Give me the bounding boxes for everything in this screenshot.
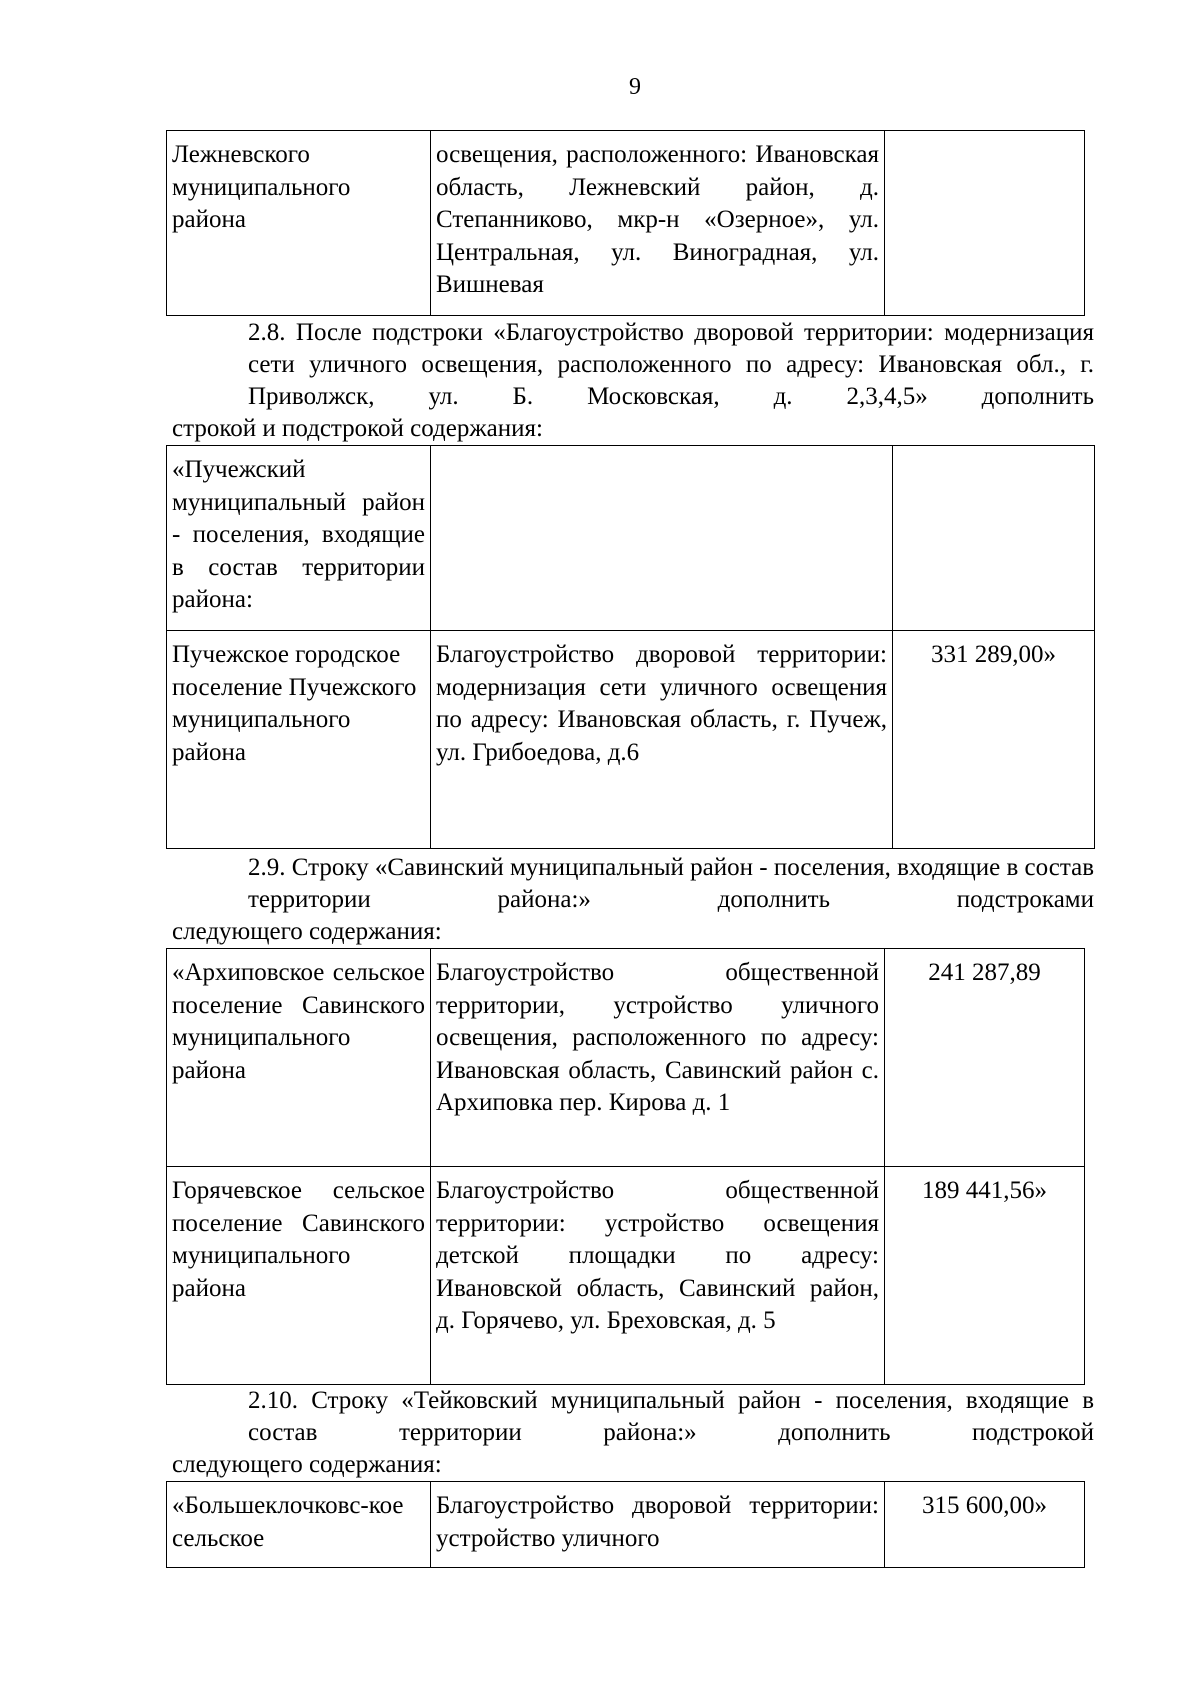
- table-teykovo: [166, 1481, 1085, 1568]
- table-cell-amount: 331 289,00»: [893, 631, 1095, 849]
- table-cell-name: Горячевское сельское поселение Савинского муниципального района: [167, 1167, 431, 1385]
- paragraph-2-9-last-line: следующего содержания:: [172, 918, 442, 945]
- paragraph-2-10-last-line: следующего содержания:: [172, 1451, 442, 1478]
- table-cell-name: «Пучежский муниципальный район - поселения, входящие в состав территории района:: [167, 446, 431, 631]
- table-cell-name: Лежневского муниципального района: [167, 131, 431, 316]
- table-savino: [166, 948, 1085, 1385]
- table-cell-name: «Архиповское сельское поселение Савинского муниципального района: [167, 949, 431, 1167]
- paragraph-2-9: [172, 852, 1094, 948]
- table-cell-amount: 189 441,56»: [885, 1167, 1085, 1385]
- table-cell-amount: [885, 131, 1085, 316]
- table-cell-amount: 315 600,00»: [885, 1482, 1085, 1568]
- paragraph-2-10-text: 2.10. Строку «Тейковский муниципальный район - поселения, входящие в состав территории района:» дополнить подстрокой: [248, 1387, 1094, 1446]
- table-lezhnevsky: [166, 130, 1085, 316]
- paragraph-2-9-text: 2.9. Строку «Савинский муниципальный район - поселения, входящие в состав территории района:» дополнить подстроками: [248, 854, 1094, 913]
- table-cell-name: Пучежское городское поселение Пучежского муниципального района: [167, 631, 431, 849]
- table-cell-description: Благоустройство дворовой территории: модернизация сети уличного освещения по адресу: Ивановская область, г. Пучеж, ул. Грибоедова, д.6: [431, 631, 893, 849]
- table-cell-description: освещения, расположенного: Ивановская область, Лежневский район, д. Степанниково, мкр-н «Озерное», ул. Центральная, ул. Виноградная, ул. Вишневая: [431, 131, 885, 316]
- paragraph-2-8-text: 2.8. После подстроки «Благоустройство дворовой территории: модернизация сети уличного освещения, расположенного по адресу: Ивановская обл., г. Приволжск, ул. Б. Московская, д. 2,3,4,5» дополнить: [248, 319, 1094, 410]
- table-row: [167, 446, 1095, 631]
- table-cell-amount: [893, 446, 1095, 631]
- table-puchezh: [166, 445, 1095, 849]
- table-row: [167, 631, 1095, 849]
- table-row: [167, 131, 1085, 316]
- table-cell-description: Благоустройство общественной территории, устройство уличного освещения, расположенного по адресу: Ивановская область, Савинский район с. Архиповка пер. Кирова д. 1: [431, 949, 885, 1167]
- paragraph-2-8: [172, 317, 1094, 445]
- paragraph-2-8-last-line: строкой и подстрокой содержания:: [172, 415, 543, 442]
- table-row: [167, 1482, 1085, 1568]
- table-row: [167, 1167, 1085, 1385]
- table-cell-name: «Большеклочковс-кое сельское: [167, 1482, 431, 1568]
- paragraph-2-10: [172, 1385, 1094, 1481]
- table-cell-description: [431, 446, 893, 631]
- page-number: 9: [629, 74, 641, 100]
- table-row: [167, 949, 1085, 1167]
- table-cell-amount: 241 287,89: [885, 949, 1085, 1167]
- table-cell-description: Благоустройство общественной территории: устройство освещения детской площадки по адресу: Ивановской область, Савинский район, д. Горячево, ул. Бреховская, д. 5: [431, 1167, 885, 1385]
- table-cell-description: Благоустройство дворовой территории: устройство уличного: [431, 1482, 885, 1568]
